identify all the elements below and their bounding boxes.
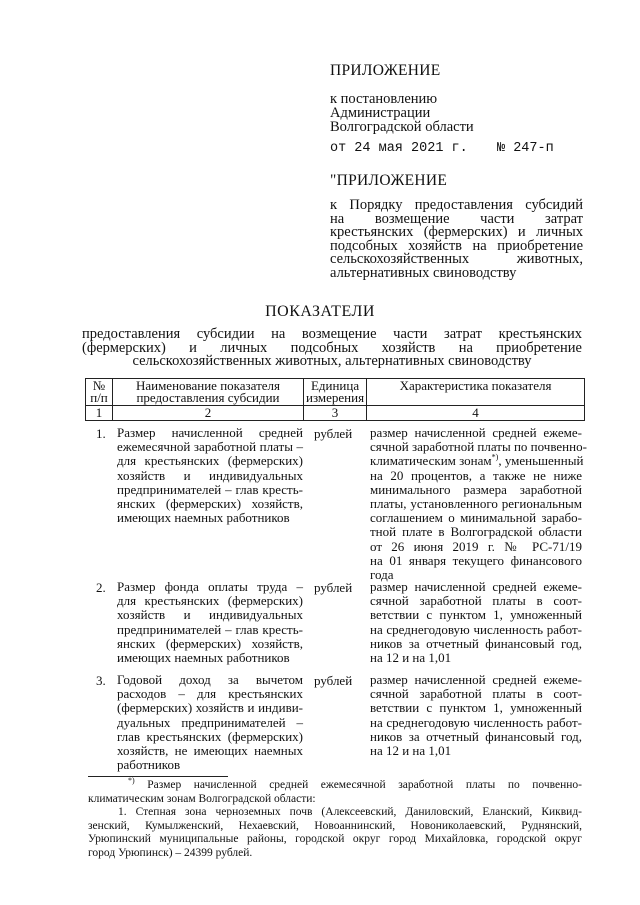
procedure-line: крестьянских (фермерских) и личных (330, 224, 583, 241)
col-number: 2 (113, 406, 304, 421)
row-name-line: янских (фермерских) хозяйств, (117, 496, 303, 512)
row-name-line: янских (фермерских) хозяйств, (117, 635, 303, 651)
header-unit (304, 379, 367, 406)
header-desc-line: Характеристика показателя (399, 378, 552, 393)
row-desc-line: сячной заработной платы в соот- (370, 686, 582, 702)
row-name-line: имеющих наемных работников (117, 650, 290, 666)
col-number: 4 (367, 406, 585, 421)
row-unit: рублей (314, 673, 353, 688)
procedure-appendix-heading: "ПРИЛОЖЕНИЕ (330, 172, 448, 189)
row-desc-line: соглашением о минимальной зарабо- (370, 510, 582, 526)
row-desc-line: на 12 и на 1,01 (370, 743, 452, 759)
procedure-reference (330, 199, 583, 281)
row-name-line: хозяйств, не имеющих наемных (117, 743, 303, 759)
header-num-line: п/п (90, 390, 108, 405)
row-desc-line: года (370, 567, 394, 583)
header-name-line: предоставления субсидии (136, 390, 280, 405)
row-desc-line: ников за отчетный финансовый год, (370, 635, 582, 651)
row-description (370, 673, 582, 758)
header-num (86, 379, 113, 406)
row-name-line: Размер начисленной средней (117, 425, 303, 440)
row-desc-line: на 01 января текущего финансового (370, 552, 582, 568)
row-desc-line (370, 454, 582, 468)
row-description (370, 425, 587, 583)
row-name-line: Размер фонда оплаты труда – (117, 579, 303, 594)
row-name-line: дуальных предпринимателей – (117, 714, 303, 730)
row-unit: рублей (314, 580, 353, 595)
header-name (113, 379, 304, 406)
row-name-line: предпринимателей – глав кресть- (117, 621, 303, 637)
row-number: 2. (96, 580, 106, 595)
row-unit: рублей (314, 426, 353, 441)
header-unit-line: Единица (310, 378, 360, 393)
procedure-line: к Порядку предоставления субсидий (330, 197, 583, 213)
row-desc-line: тной плате в Волгоградской области (370, 524, 582, 540)
footnote-mark: *) (128, 776, 135, 786)
header-unit-line: измерения (306, 390, 365, 405)
row-name-line: хозяйств и индивидуальных (117, 607, 303, 623)
row-name-line: для крестьянских (фермерских) (117, 593, 303, 609)
row-desc-line: ветствии с пунктом 1, умноженный (370, 607, 582, 623)
region-line: Волгоградской области (330, 119, 474, 135)
procedure-line: альтернативных свиноводству (330, 264, 517, 281)
footnote-line: 1. Степная зона черноземных почв (Алексеевский, Даниловский, Еланский, Киквид- (118, 806, 582, 819)
to-resolution-line: к постановлению (330, 91, 438, 107)
row-name-line: глав крестьянских (фермерских) (117, 728, 303, 744)
footnote-line: зенский, Кумылженский, Нехаевский, Новоаннинский, Новониколаевский, Руднянский, (88, 819, 582, 832)
row-name-line: ежемесячной заработной платы – (117, 439, 303, 455)
row-description (370, 580, 582, 665)
subtitle-line: предоставления субсидии на возмещение части затрат крестьянских (82, 326, 582, 342)
procedure-line: сельскохозяйственных животных, (330, 251, 583, 268)
row-desc-line: размер начисленной средней ежеме- (370, 579, 582, 594)
row-desc-text: климатическим зонам (370, 453, 492, 469)
resolution-date: от 24 мая 2021 г. (330, 141, 468, 156)
procedure-line: подсобных хозяйств на приобретение (330, 237, 583, 254)
col-number: 3 (304, 406, 367, 421)
row-name (117, 673, 303, 772)
footnote-ref: *) (491, 453, 499, 463)
footnote-line: город Урюпинск) – 24399 рублей. (88, 846, 253, 859)
row-desc-line: размер начисленной средней ежеме- (370, 425, 582, 440)
document-title: ПОКАЗАТЕЛИ (265, 303, 375, 320)
footnote-divider (88, 776, 228, 777)
row-desc-line: на среднегодовую численность работ- (370, 714, 582, 730)
administration-line: Администрации (330, 105, 431, 121)
header-name-line: Наименование показателя (135, 378, 281, 393)
row-name-line: Годовой доход за вычетом (117, 672, 303, 687)
row-desc-line: от 26 июня 2019 г. № РС-71/19 (370, 538, 582, 554)
procedure-line: на возмещение части затрат (330, 210, 583, 227)
row-name (117, 426, 303, 525)
footnote-text: Размер начисленной средней ежемесячной заработной платы по почвенно- (147, 779, 582, 791)
row-name-line: предпринимателей – глав кресть- (117, 481, 303, 497)
footnote-line: климатическим зонам Волгоградской области: (88, 792, 316, 805)
footnote (88, 776, 582, 861)
row-desc-line: размер начисленной средней ежеме- (370, 672, 582, 687)
row-name-line: для крестьянских (фермерских) (117, 453, 303, 469)
header-desc (367, 379, 585, 406)
indicators-table-header (85, 378, 585, 421)
row-number: 3. (96, 673, 106, 688)
row-desc-line: на 20 процентов, а также не ниже (370, 467, 582, 483)
footnote-line: Урюпинский муниципальные районы, городской округ город Михайловка, городской округ (88, 833, 582, 846)
row-number: 1. (96, 426, 106, 441)
row-desc-line: на 12 и на 1,01 (370, 650, 452, 666)
row-desc-line: сячной заработной платы по почвенно- (370, 439, 587, 455)
subtitle-line: (фермерских) и личных подсобных хозяйств на приобретение (82, 339, 582, 356)
row-desc-line: сячной заработной платы в соот- (370, 593, 582, 609)
resolution-number: № 247-п (497, 141, 554, 156)
row-desc-line: ников за отчетный финансовый год, (370, 728, 582, 744)
document-subtitle (82, 328, 582, 369)
col-number: 1 (86, 406, 113, 421)
row-name (117, 580, 303, 665)
row-name-line: работников (117, 757, 181, 773)
footnote-line (88, 776, 582, 793)
subtitle-line: сельскохозяйственных животных, альтернативных свиноводству (132, 353, 532, 369)
row-desc-line: ветствии с пунктом 1, умноженный (370, 700, 582, 716)
row-desc-line: минимального размера заработной (370, 481, 582, 497)
row-name-line: хозяйств и индивидуальных (117, 467, 303, 483)
row-name-line: имеющих наемных работников (117, 510, 290, 526)
row-name-line: расходов – для крестьянских (117, 686, 303, 702)
row-desc-text: , уменьшенный (498, 453, 584, 469)
appendix-heading: ПРИЛОЖЕНИЕ (330, 62, 441, 79)
row-name-line: (фермерских) хозяйств и индиви- (117, 700, 303, 716)
row-desc-line: на среднегодовую численность работ- (370, 621, 582, 637)
header-num-line: № (92, 378, 106, 393)
row-desc-line: платы, установленного региональным (370, 496, 582, 512)
